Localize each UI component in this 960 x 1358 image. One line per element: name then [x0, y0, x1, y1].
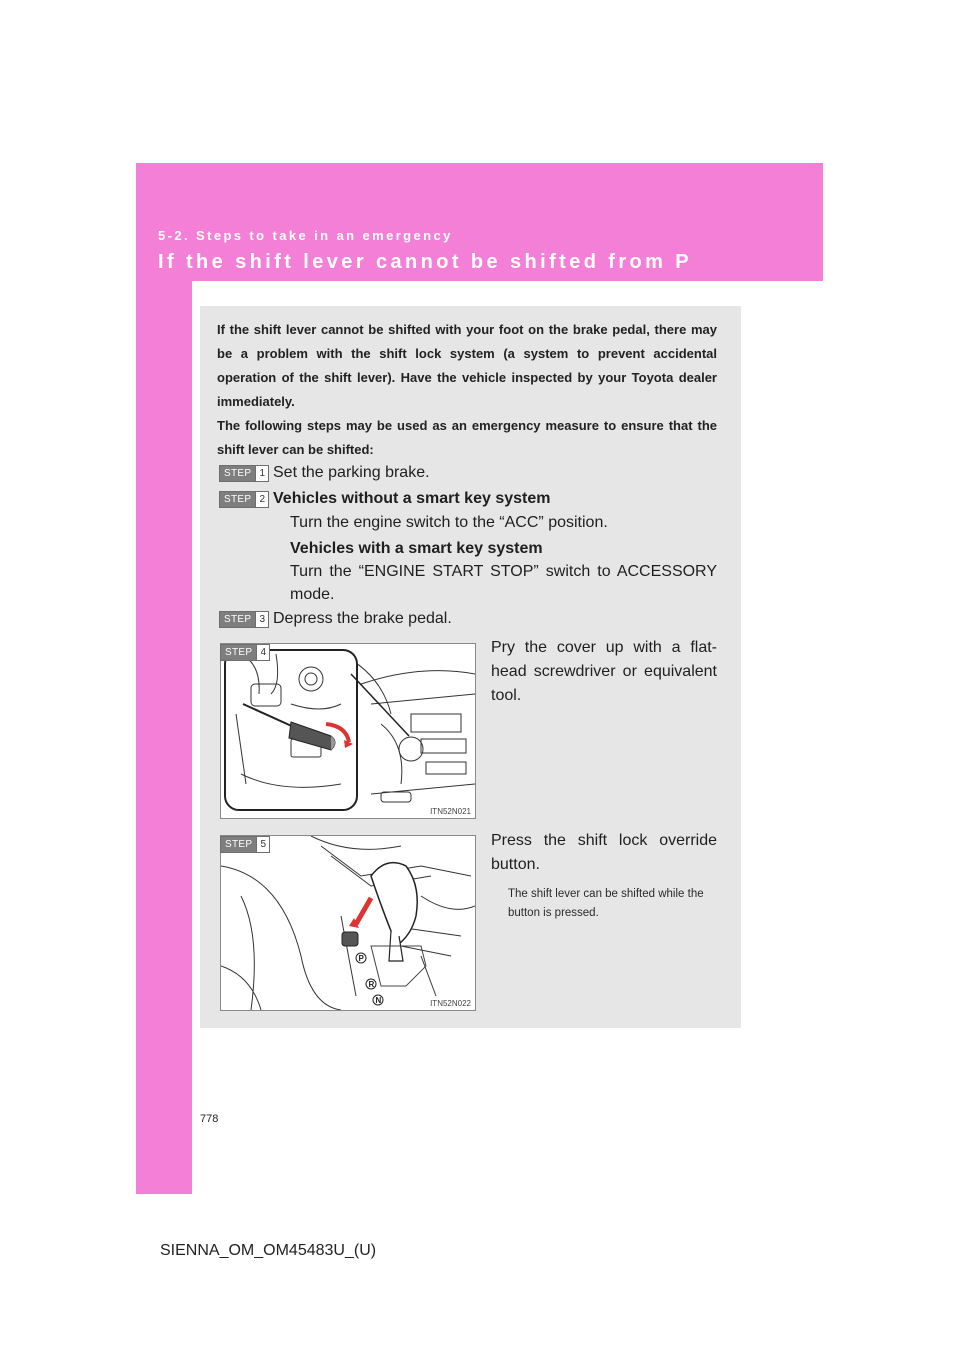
step-1-badge: STEP 1 [219, 465, 269, 482]
step-2-text-without-smart-key: Turn the engine switch to the “ACC” position. [290, 514, 608, 531]
intro-paragraph-2: The following steps may be used as an emergency measure to ensure that the shift lever can be shifted: [217, 418, 717, 457]
step-4-figure [220, 643, 476, 819]
step-2-text-with-smart-key-line-1: Turn the “ENGINE START STOP” switch to ACCESSORY [290, 563, 717, 580]
step-4-badge: STEP 4 [220, 644, 270, 661]
page-number: 778 [200, 1113, 219, 1125]
gate-label-n: N [375, 996, 382, 1005]
step-3-badge: STEP 3 [219, 611, 269, 628]
step-1-text: Set the parking brake. [273, 464, 430, 481]
dashboard-screwdriver-illustration [221, 644, 475, 818]
step-2-heading-with-smart-key: Vehicles with a smart key system [290, 540, 543, 557]
step-4-figure-code: ITN52N021 [430, 807, 471, 816]
step-5-figure-code: ITN52N022 [430, 999, 471, 1008]
intro-paragraph-1: If the shift lever cannot be shifted with your foot on the brake pedal, there may be a problem with the shift lock system (a system to prevent accidental operation of the shift lever). Have the vehicle inspected by your Toyota dealer immediately. [217, 322, 717, 409]
step-3-text: Depress the brake pedal. [273, 610, 452, 627]
step-2-badge: STEP 2 [219, 491, 269, 508]
document-code: SIENNA_OM_OM45483U_(U) [160, 1242, 377, 1259]
side-margin-band [136, 281, 192, 1194]
page-title: If the shift lever cannot be shifted from P [158, 251, 693, 273]
gate-label-r: R [368, 980, 375, 989]
step-5-figure [220, 835, 476, 1011]
gate-label-p: P [358, 954, 364, 963]
intro-text [217, 318, 717, 462]
step-5-note: The shift lever can be shifted while the button is pressed. [508, 888, 704, 919]
step-5-badge: STEP 5 [220, 836, 270, 853]
step-2-text-with-smart-key-line-2: mode. [290, 586, 335, 603]
section-label: 5-2. Steps to take in an emergency [158, 228, 453, 243]
shift-lever-override-illustration [221, 836, 475, 1010]
step-5-text: Press the shift lock override button. [491, 832, 717, 873]
step-4-text: Pry the cover up with a flat-head screwdriver or equivalent tool. [491, 639, 717, 704]
step-2-heading-without-smart-key: Vehicles without a smart key system [273, 490, 551, 507]
